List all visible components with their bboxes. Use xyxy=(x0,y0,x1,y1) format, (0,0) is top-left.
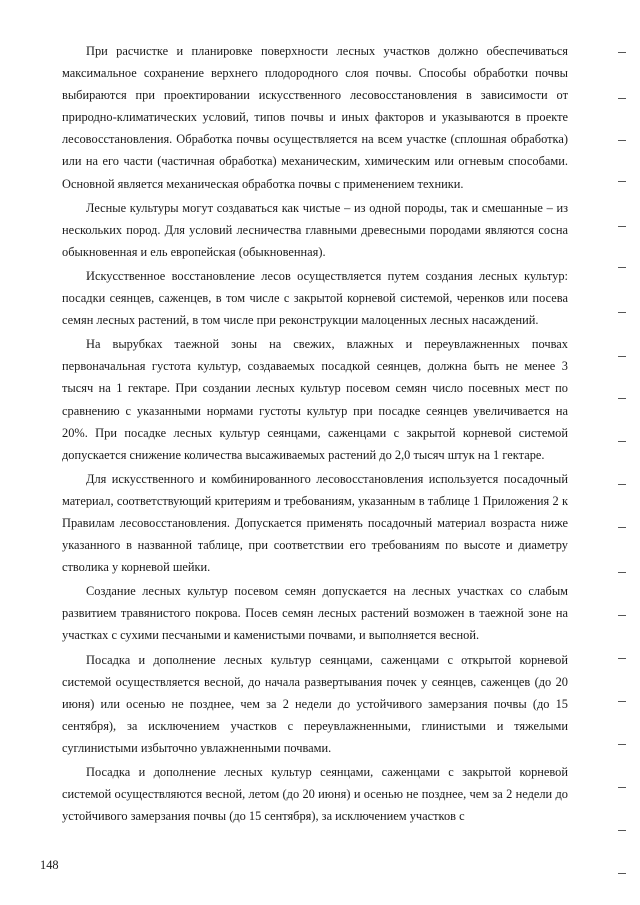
edge-mark xyxy=(618,658,626,659)
edge-mark xyxy=(618,527,626,528)
edge-mark xyxy=(618,572,626,573)
edge-mark xyxy=(618,744,626,745)
edge-mark xyxy=(618,181,626,182)
edge-mark xyxy=(618,484,626,485)
edge-mark xyxy=(618,398,626,399)
edge-mark xyxy=(618,140,626,141)
edge-mark xyxy=(618,226,626,227)
paragraph-seed-sowing: Создание лесных культур посевом семян допускается на лесных участках со слабым развитием травянистого покрова. Посев семян лесных растений возможен в таежной зоне на участках с сухими песчаными и каменистыми почвами, и выполняется весной. xyxy=(62,584,568,643)
paragraph-closed-root-planting: Посадка и дополнение лесных культур сеянцами, саженцами с закрытой корневой системой осуществляются весной, летом (до 20 июня) и осенью не позднее, чем за 2 недели до устойчивого замерзания почвы (до 15 сентября), за исключением участков с xyxy=(62,765,568,824)
edge-mark xyxy=(618,615,626,616)
paragraph-forest-culture-types: Лесные культуры могут создаваться как чистые – из одной породы, так и смешанные – из нескольких пород. Для условий лесничества главными древесными породами являются сосна обыкновенная и ель европейская (обыкновенная). xyxy=(62,200,568,259)
paragraph-planting-density: На вырубках таежной зоны на свежих, влажных и переувлажненных почвах первоначальная густота культур, создаваемых посадкой сеянцев, должна быть не менее 3 тысяч на 1 гектаре. При создании лесных культур посевом семян число посевных мест по сравнению с указанными нормами густоты культур при посадке сеянцев увеличивается на 20%. При посадке лесных культур сеянцами, саженцами с закрытой корневой системой допускается снижение количества высаживаемых растений до 2,0 тысяч штук на 1 гектаре. xyxy=(62,337,568,462)
paragraph-open-root-planting: Посадка и дополнение лесных культур сеянцами, саженцами с открытой корневой системой осуществляется весной, до начала развертывания почек у сеянцев, саженцев (до 20 июня) или осенью не позднее, чем за 2 недели до устойчивого замерзания почвы (до 15 сентября), за исключением участков с переувлажненными, глинистыми и тяжелыми суглинистыми избыточно увлажненными почвами. xyxy=(62,652,568,755)
edge-mark xyxy=(618,701,626,702)
scan-edge-marks xyxy=(616,0,626,905)
edge-mark xyxy=(618,787,626,788)
edge-mark xyxy=(618,312,626,313)
paragraph-soil-preparation: При расчистке и планировке поверхности лесных участков должно обеспечиваться максимальное сохранение верхнего плодородного слоя почвы. Способы обработки почвы выбираются при проектировании искусственного лесовосстановления в зависимости от природно-климатических условий, типов почвы и иных факторов и указываются в проекте лесовосстановления. Обработка почвы осуществляется на всем участке (сплошная обработка) или на его части (частичная обработка) механическим, химическим или огневым способами. Основной является механическая обработка почвы с применением техники. xyxy=(62,44,568,191)
edge-mark xyxy=(618,98,626,99)
edge-mark xyxy=(618,873,626,874)
edge-mark xyxy=(618,356,626,357)
edge-mark xyxy=(618,830,626,831)
document-body xyxy=(62,40,568,827)
edge-mark xyxy=(618,267,626,268)
edge-mark xyxy=(618,52,626,53)
paragraph-planting-material: Для искусственного и комбинированного лесовосстановления используется посадочный материал, соответствующий критериям и требованиям, указанным в таблице 1 Приложения 2 к Правилам лесовосстановления. Допускается применять посадочный материал возраста ниже указанного в названной таблице, при соответствии его требованиям по высоте и диаметру стволика у корневой шейки. xyxy=(62,471,568,575)
paragraph-artificial-restoration: Искусственное восстановление лесов осуществляется путем создания лесных культур: посадки сеянцев, саженцев, в том числе с закрытой корневой системой, черенков или посева семян лесных растений, в том числе при реконструкции малоценных лесных насаждений. xyxy=(62,268,568,328)
page-number: 148 xyxy=(40,858,59,872)
edge-mark xyxy=(618,441,626,442)
